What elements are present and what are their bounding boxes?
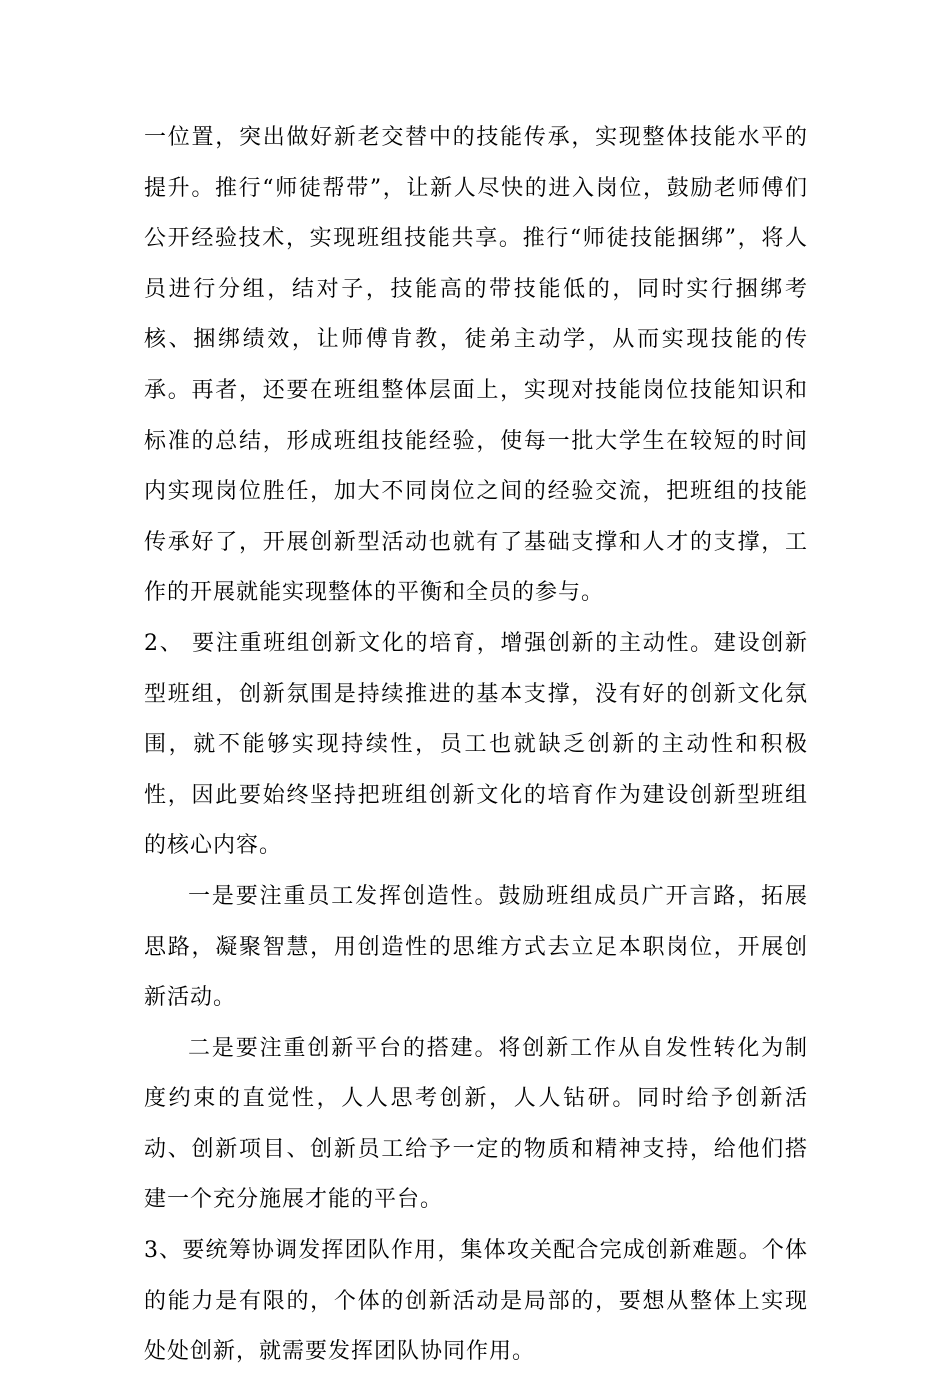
paragraph-skill-inheritance: 一位置，突出做好新老交替中的技能传承，实现整体技能水平的提升。推行“师徒帮带”，让新人尽快的进入岗位，鼓励老师傅们公开经验技术，实现班组技能共享。推行“师徒技能捆绑”，将人员进行分组，结对子，技能高的带技能低的，同时实行捆绑考核、捆绑绩效，让师傅肯教，徒弟主动学，从而实现技能的传承。再者，还要在班组整体层面上，实现对技能岗位技能知识和标准的总结，形成班组技能经验，使每一批大学生在较短的时间内实现岗位胜任，加大不同岗位之间的经验交流，把班组的技能传承好了，开展创新型活动也就有了基础支撑和人才的支撑，工作的开展就能实现整体的平衡和全员的参与。 [144, 125, 808, 606]
document-body [144, 113, 808, 1378]
paragraph-employee-creativity: 一是要注重员工发挥创造性。鼓励班组成员广开言路，拓展思路，凝聚智慧，用创造性的思维方式去立足本职岗位，开展创新活动。 [144, 883, 808, 1011]
paragraph-team-collaboration: 3、要统筹协调发挥团队作用，集体攻关配合完成创新难题。个体的能力是有限的，个体的创新活动是局部的，要想从整体上实现处处创新，就需要发挥团队协同作用。 [144, 1238, 808, 1365]
paragraph-innovation-culture: 2、 要注重班组创新文化的培育，增强创新的主动性。建设创新型班组，创新氛围是持续推进的基本支撑，没有好的创新文化氛围，就不能够实现持续性，员工也就缺乏创新的主动性和积极性，因此要始终坚持把班组创新文化的培育作为建设创新型班组的核心内容。 [144, 630, 808, 859]
paragraph-innovation-platform: 二是要注重创新平台的搭建。将创新工作从自发性转化为制度约束的直觉性，人人思考创新，人人钻研。同时给予创新活动、创新项目、创新员工给予一定的物质和精神支持，给他们搭建一个充分施展才能的平台。 [144, 1035, 808, 1213]
